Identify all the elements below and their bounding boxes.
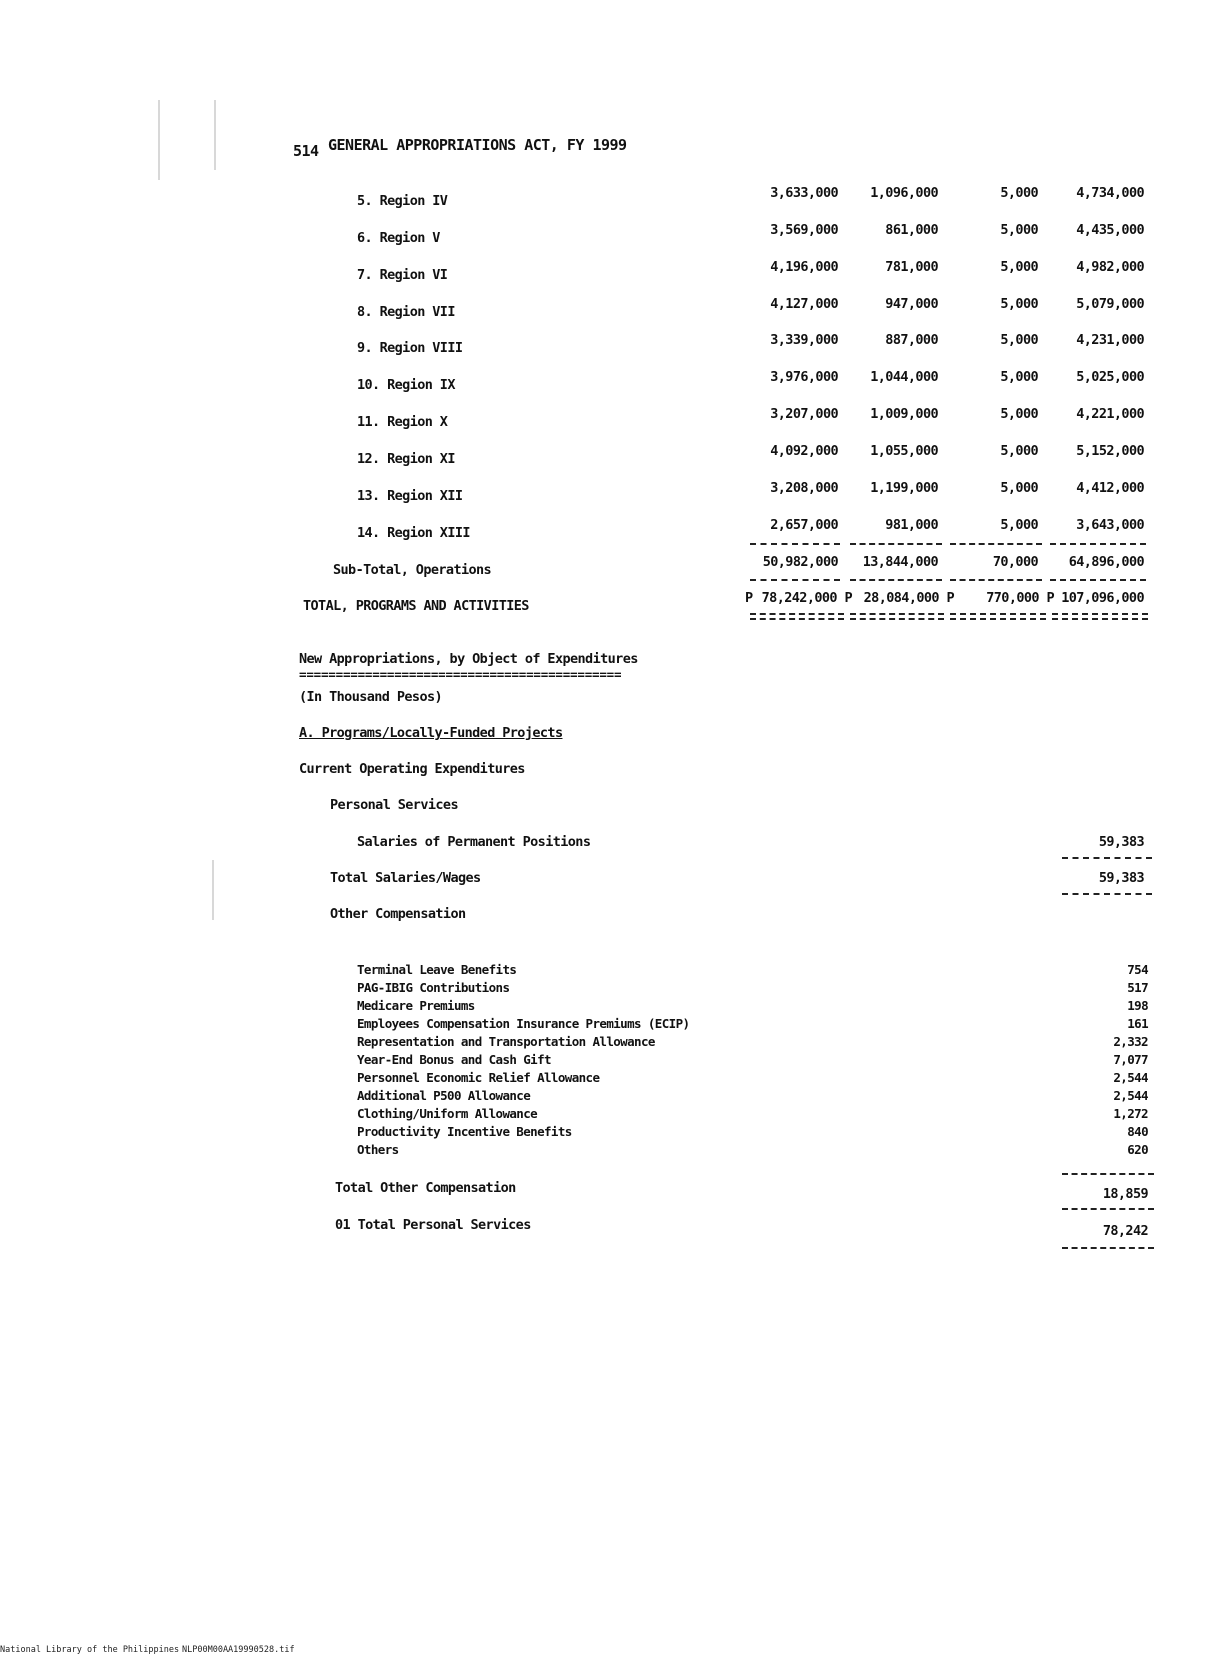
column-rule bbox=[850, 579, 942, 581]
column-rule bbox=[1062, 1208, 1154, 1210]
column-rule bbox=[1050, 579, 1146, 581]
region-row-c2: 1,096,000 bbox=[870, 185, 938, 201]
double-rule bbox=[1052, 613, 1148, 620]
region-row-label: 11. Region X bbox=[357, 414, 448, 430]
region-row-c4: 4,734,000 bbox=[1076, 185, 1144, 201]
comp-item-value: 198 bbox=[1127, 998, 1148, 1013]
column-rule bbox=[1050, 543, 1146, 545]
region-row-c3: 5,000 bbox=[1000, 480, 1038, 496]
region-row-c3: 5,000 bbox=[1000, 222, 1038, 238]
units-note: (In Thousand Pesos) bbox=[299, 689, 443, 705]
subtotal-c3: 70,000 bbox=[992, 554, 1038, 570]
region-row-label: 6. Region V bbox=[357, 230, 440, 246]
subtotal-c1: 50,982,000 bbox=[762, 554, 838, 570]
comp-item-label: Year-End Bonus and Cash Gift bbox=[357, 1052, 551, 1067]
subtotal-c4: 64,896,000 bbox=[1068, 554, 1144, 570]
section-title: New Appropriations, by Object of Expenditures bbox=[299, 651, 638, 667]
region-row-label: 14. Region XIII bbox=[357, 525, 470, 541]
comp-item-label: Personnel Economic Relief Allowance bbox=[357, 1070, 600, 1085]
region-row-c1: 4,127,000 bbox=[770, 296, 838, 312]
total-other-comp-value: 18,859 bbox=[1102, 1186, 1148, 1202]
comp-item-value: 754 bbox=[1127, 962, 1148, 977]
region-row-c3: 5,000 bbox=[1000, 369, 1038, 385]
region-row-c1: 3,207,000 bbox=[770, 406, 838, 422]
region-row-c2: 887,000 bbox=[885, 332, 938, 348]
total-salaries-label: Total Salaries/Wages bbox=[330, 870, 481, 886]
region-row-c2: 781,000 bbox=[885, 259, 938, 275]
comp-item-label: Representation and Transportation Allowance bbox=[357, 1034, 655, 1049]
region-row-c1: 2,657,000 bbox=[770, 517, 838, 533]
region-row-c3: 5,000 bbox=[1000, 332, 1038, 348]
comp-item-label: Employees Compensation Insurance Premiums (ECIP) bbox=[357, 1016, 690, 1031]
scan-noise bbox=[212, 860, 214, 920]
region-row-c4: 4,221,000 bbox=[1076, 406, 1144, 422]
region-row-c4: 4,982,000 bbox=[1076, 259, 1144, 275]
scan-noise bbox=[214, 100, 216, 170]
column-rule bbox=[1062, 857, 1152, 859]
region-row-c2: 861,000 bbox=[885, 222, 938, 238]
total-c3: 770,000 P bbox=[986, 590, 1054, 606]
programs-heading: A. Programs/Locally-Funded Projects bbox=[299, 725, 563, 741]
column-rule bbox=[750, 543, 840, 545]
personal-services-heading: Personal Services bbox=[330, 797, 458, 813]
region-row-c1: 4,092,000 bbox=[770, 443, 838, 459]
total-label: TOTAL, PROGRAMS AND ACTIVITIES bbox=[303, 598, 529, 614]
double-rule bbox=[850, 613, 944, 620]
region-row-c2: 1,044,000 bbox=[870, 369, 938, 385]
subtotal-c2: 13,844,000 bbox=[862, 554, 938, 570]
region-row-c4: 4,231,000 bbox=[1076, 332, 1144, 348]
region-row-c3: 5,000 bbox=[1000, 259, 1038, 275]
total-c4: 107,096,000 bbox=[1061, 590, 1144, 606]
column-rule bbox=[1062, 1173, 1154, 1175]
region-row-label: 8. Region VII bbox=[357, 304, 455, 320]
region-row-c4: 5,079,000 bbox=[1076, 296, 1144, 312]
region-row-label: 13. Region XII bbox=[357, 488, 463, 504]
salaries-label: Salaries of Permanent Positions bbox=[357, 834, 591, 850]
region-row-c4: 4,435,000 bbox=[1076, 222, 1144, 238]
region-row-c4: 3,643,000 bbox=[1076, 517, 1144, 533]
page-number: 514 bbox=[293, 142, 319, 160]
total-salaries-value: 59,383 bbox=[1098, 870, 1144, 886]
comp-item-value: 161 bbox=[1127, 1016, 1148, 1031]
region-row-label: 7. Region VI bbox=[357, 267, 448, 283]
column-rule bbox=[1062, 893, 1152, 895]
region-row-c1: 4,196,000 bbox=[770, 259, 838, 275]
region-row-c4: 5,152,000 bbox=[1076, 443, 1144, 459]
comp-item-value: 620 bbox=[1127, 1142, 1148, 1157]
region-row-c2: 1,055,000 bbox=[870, 443, 938, 459]
region-row-c1: 3,208,000 bbox=[770, 480, 838, 496]
column-rule bbox=[750, 579, 840, 581]
comp-item-value: 1,272 bbox=[1113, 1106, 1148, 1121]
region-row-c4: 4,412,000 bbox=[1076, 480, 1144, 496]
region-row-c1: 3,976,000 bbox=[770, 369, 838, 385]
comp-item-value: 2,332 bbox=[1113, 1034, 1148, 1049]
comp-item-value: 7,077 bbox=[1113, 1052, 1148, 1067]
comp-item-label: PAG-IBIG Contributions bbox=[357, 980, 510, 995]
comp-item-label: Others bbox=[357, 1142, 399, 1157]
region-row-c3: 5,000 bbox=[1000, 296, 1038, 312]
double-rule bbox=[950, 613, 1046, 620]
salaries-value: 59,383 bbox=[1098, 834, 1144, 850]
total-c1: 78,242,000 P bbox=[761, 590, 852, 606]
comp-item-label: Additional P500 Allowance bbox=[357, 1088, 531, 1103]
subtotal-label: Sub-Total, Operations bbox=[333, 562, 492, 578]
region-row-label: 9. Region VIII bbox=[357, 340, 463, 356]
comp-item-label: Productivity Incentive Benefits bbox=[357, 1124, 572, 1139]
comp-item-value: 2,544 bbox=[1113, 1070, 1148, 1085]
column-rule bbox=[850, 543, 942, 545]
region-row-c2: 1,199,000 bbox=[870, 480, 938, 496]
region-row-c1: 3,339,000 bbox=[770, 332, 838, 348]
region-row-c2: 947,000 bbox=[885, 296, 938, 312]
comp-item-value: 840 bbox=[1127, 1124, 1148, 1139]
region-row-c2: 1,009,000 bbox=[870, 406, 938, 422]
region-row-c3: 5,000 bbox=[1000, 443, 1038, 459]
region-row-c4: 5,025,000 bbox=[1076, 369, 1144, 385]
region-row-c1: 3,569,000 bbox=[770, 222, 838, 238]
region-row-c3: 5,000 bbox=[1000, 406, 1038, 422]
comp-item-label: Clothing/Uniform Allowance bbox=[357, 1106, 538, 1121]
region-row-label: 5. Region IV bbox=[357, 193, 448, 209]
comp-item-label: Terminal Leave Benefits bbox=[357, 962, 517, 977]
scan-noise bbox=[158, 100, 160, 180]
total-other-comp-label: Total Other Compensation bbox=[335, 1180, 516, 1196]
column-rule bbox=[950, 543, 1042, 545]
region-row-label: 10. Region IX bbox=[357, 377, 455, 393]
column-rule bbox=[950, 579, 1042, 581]
region-row-c3: 5,000 bbox=[1000, 517, 1038, 533]
other-compensation-heading: Other Compensation bbox=[330, 906, 466, 922]
total-peso-sign: P bbox=[745, 590, 754, 606]
total-c2: 28,084,000 P bbox=[863, 590, 954, 606]
total-personal-services-label: 01 Total Personal Services bbox=[335, 1217, 531, 1233]
column-rule bbox=[1062, 1247, 1154, 1249]
double-rule bbox=[750, 613, 844, 620]
region-row-c3: 5,000 bbox=[1000, 185, 1038, 201]
region-row-c1: 3,633,000 bbox=[770, 185, 838, 201]
comp-item-value: 2,544 bbox=[1113, 1088, 1148, 1103]
total-personal-services-value: 78,242 bbox=[1102, 1223, 1148, 1239]
footer-filename: NLP00M00AA19990528.tif bbox=[182, 1645, 295, 1655]
page-title: GENERAL APPROPRIATIONS ACT, FY 1999 bbox=[328, 136, 627, 154]
comp-item-value: 517 bbox=[1127, 980, 1148, 995]
current-opex-heading: Current Operating Expenditures bbox=[299, 761, 525, 777]
comp-item-label: Medicare Premiums bbox=[357, 998, 475, 1013]
footer-library: National Library of the Philippines bbox=[0, 1645, 180, 1655]
region-row-label: 12. Region XI bbox=[357, 451, 455, 467]
section-title-rule: ============================================ bbox=[299, 667, 622, 682]
region-row-c2: 981,000 bbox=[885, 517, 938, 533]
